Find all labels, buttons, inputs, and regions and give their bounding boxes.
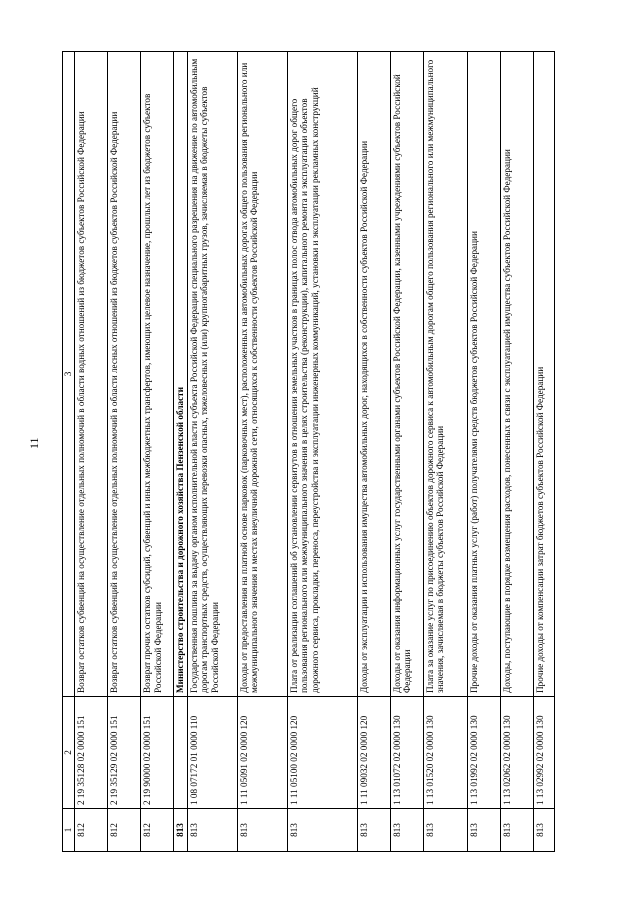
page-number: 11	[27, 437, 41, 449]
header-col-2: 2	[63, 697, 75, 809]
revenue-name-cell: Министерство строительства и дорожного хозяйства Пензенской области	[174, 52, 188, 697]
admin-code-cell: 813	[187, 809, 237, 852]
admin-code-cell: 813	[237, 809, 287, 852]
revenue-name-cell: Прочие доходы от компенсации затрат бюджетов субъектов Российской Федерации	[533, 52, 554, 697]
table-row	[500, 52, 533, 852]
admin-code-cell: 813	[357, 809, 390, 852]
admin-code-cell: 812	[141, 809, 174, 852]
revenue-name-cell: Доходы от оказания информационных услуг государственными органами субъектов Российской Федерации, казенными учреждениями субъектов Российской Федерации	[390, 52, 423, 697]
table-row	[390, 52, 423, 852]
revenue-code-cell	[174, 697, 188, 809]
table-row	[75, 52, 108, 852]
admin-code-cell: 813	[174, 809, 188, 852]
admin-code-cell: 812	[75, 809, 108, 852]
revenue-name-cell: Плата от реализации соглашений об установлении сервитутов в отношении земельных участков в границах полос отвода автомобильных дорог общего пользования регионального или межмуниципального значения в целях строительства (реконструкции), капитального ремонта и эксплуатации объектов дорожного сервиса, прокладки, переноса, переустройства и эксплуатации инженерных коммуникаций, установки и эксплуатации рекламных конструкций	[287, 52, 357, 697]
table-body	[75, 52, 555, 852]
revenue-table-rotated	[62, 52, 607, 852]
table-row	[467, 52, 500, 852]
revenue-code-cell: 1 13 02062 02 0000 130	[500, 697, 533, 809]
revenue-name-cell: Доходы от предоставления на платной основе парковок (парковочных мест), расположенных на автомобильных дорогах общего пользования регионального или межмуниципального значения и местах внеуличной дорожной сети, относящихся к собственности субъектов Российской Федерации	[237, 52, 287, 697]
revenue-name-cell: Возврат прочих остатков субсидий, субвенций и иных межбюджетных трансфертов, имеющих целевое назначение, прошлых лет из бюджетов субъектов Российской Федерации	[141, 52, 174, 697]
revenue-code-cell: 2 19 35129 02 0000 151	[108, 697, 141, 809]
table-row	[423, 52, 467, 852]
revenue-code-cell: 2 19 35128 02 0000 151	[75, 697, 108, 809]
revenue-code-cell: 1 13 02992 02 0000 130	[533, 697, 554, 809]
revenue-code-cell: 1 13 01520 02 0000 130	[423, 697, 467, 809]
revenue-name-cell: Прочие доходы от оказания платных услуг (работ) получателями средств бюджетов субъектов Российской Федерации	[467, 52, 500, 697]
header-col-3: 3	[63, 52, 75, 697]
revenue-codes-table	[62, 51, 555, 852]
admin-code-cell: 813	[467, 809, 500, 852]
table-row	[357, 52, 390, 852]
admin-code-cell: 813	[423, 809, 467, 852]
table-row	[533, 52, 554, 852]
admin-code-cell: 812	[108, 809, 141, 852]
admin-code-cell: 813	[287, 809, 357, 852]
revenue-name-cell: Государственная пошлина за выдачу органом исполнительной власти субъекта Российской Федерации специального разрешения на движение по автомобильным дорогам транспортных средств, осуществляющих перевозки опасных, тяжеловесных и (или) крупногабаритных грузов, зачисляемая в бюджеты субъектов Российской Федерации	[187, 52, 237, 697]
table-row	[108, 52, 141, 852]
table-row	[237, 52, 287, 852]
table-header-row	[63, 52, 75, 852]
revenue-code-cell: 1 11 05100 02 0000 120	[287, 697, 357, 809]
revenue-name-cell: Возврат остатков субвенций на осуществление отдельных полномочий в области лесных отношений из бюджетов субъектов Российской Федерации	[108, 52, 141, 697]
table-row	[141, 52, 174, 852]
revenue-code-cell: 1 13 01992 02 0000 130	[467, 697, 500, 809]
revenue-code-cell: 1 08 07172 01 0000 110	[187, 697, 237, 809]
table-row	[174, 52, 188, 852]
revenue-name-cell: Возврат остатков субвенций на осуществление отдельных полномочий в области водных отношений из бюджетов субъектов Российской Федерации	[75, 52, 108, 697]
revenue-code-cell: 1 11 09032 02 0000 120	[357, 697, 390, 809]
revenue-code-cell: 1 13 01072 02 0000 130	[390, 697, 423, 809]
table-row	[187, 52, 237, 852]
revenue-name-cell: Доходы от эксплуатации и использования имущества автомобильных дорог, находящихся в собственности субъектов Российской Федерации	[357, 52, 390, 697]
table-row	[287, 52, 357, 852]
admin-code-cell: 813	[533, 809, 554, 852]
admin-code-cell: 813	[500, 809, 533, 852]
header-col-1: 1	[63, 809, 75, 852]
admin-code-cell: 813	[390, 809, 423, 852]
revenue-name-cell: Плата за оказание услуг по присоединению объектов дорожного сервиса к автомобильным дорогам общего пользования регионального или межмуниципального значения, зачисляемая в бюджеты субъектов Российской Федерации	[423, 52, 467, 697]
revenue-code-cell: 2 19 90000 02 0000 151	[141, 697, 174, 809]
revenue-code-cell: 1 11 05091 02 0000 120	[237, 697, 287, 809]
revenue-name-cell: Доходы, поступающие в порядке возмещения расходов, понесенных в связи с эксплуатацией имущества субъектов Российской Федерации	[500, 52, 533, 697]
